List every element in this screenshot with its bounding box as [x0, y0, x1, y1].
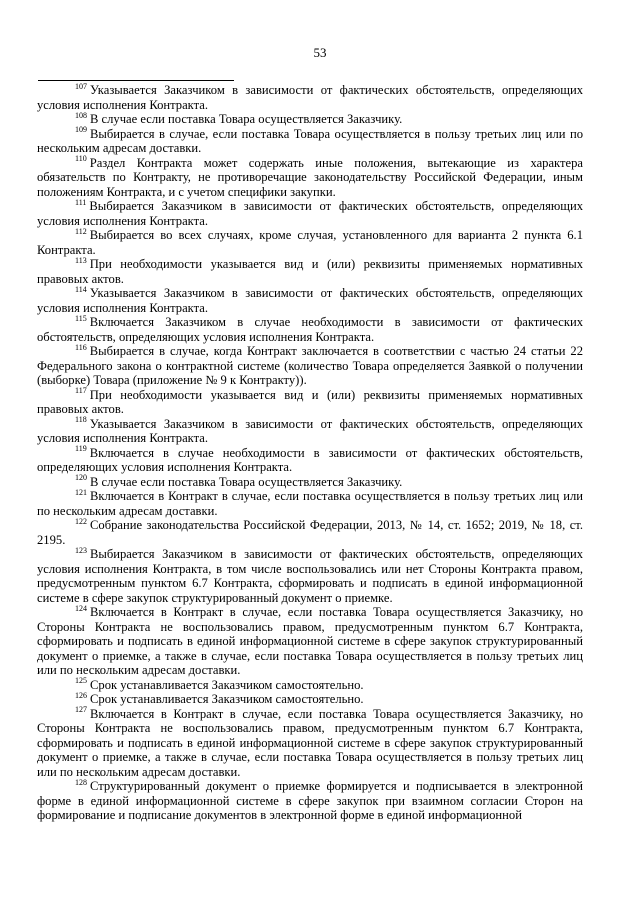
footnote-text: Включается в случае необходимости в зависимости от фактических обстоятельств, определяющих условия исполнения Контракта. — [37, 445, 583, 474]
footnote-number: 126 — [75, 690, 87, 700]
footnote-number: 122 — [75, 516, 87, 526]
footnote — [37, 127, 583, 156]
footnote-number: 119 — [75, 444, 87, 454]
footnote-text: Раздел Контракта может содержать иные положения, вытекающие из характера обязательств по Контракту, не противоречащие законодательству Российской Федерации, иным положениям Контракта, и с учетом специфики закупки. — [37, 155, 583, 199]
footnote-text: Структурированный документ о приемке формируется и подписывается в электронной форме в единой информационной системе в сфере закупок при взаимном согласии Сторон на формирование и подписание документов в электронной форме в единой информационной — [37, 779, 583, 822]
footnote-number: 115 — [75, 313, 87, 323]
footnote — [37, 605, 583, 678]
footnote-text: При необходимости указывается вид и (или) реквизиты применяемых нормативных правовых актов. — [37, 257, 583, 286]
page-number: 53 — [313, 45, 327, 60]
footnote-number: 112 — [75, 226, 87, 236]
footnote-number: 124 — [75, 603, 87, 613]
footnote-number: 110 — [75, 154, 87, 164]
footnote-number: 108 — [75, 110, 87, 120]
footnote-text: Указывается Заказчиком в зависимости от фактических обстоятельств, определяющих условия исполнения Контракта. — [37, 83, 583, 112]
footnote — [37, 446, 583, 475]
footnote-text: Выбирается во всех случаях, кроме случая, установленного для варианта 2 пункта 6.1 Контракта. — [37, 228, 583, 257]
footnote-text: Срок устанавливается Заказчиком самостоятельно. — [90, 692, 364, 706]
footnote — [37, 199, 583, 228]
footnote — [37, 475, 583, 490]
footnote-number: 117 — [75, 386, 87, 396]
footnote-text: Выбирается в случае, если поставка Товара осуществляется в пользу третьих лиц или по нескольким адресам доставки. — [37, 126, 583, 155]
footnote-text: При необходимости указывается вид и (или) реквизиты применяемых нормативных правовых актов. — [37, 387, 583, 416]
footnote-number: 127 — [75, 705, 87, 715]
footnote-text: Срок устанавливается Заказчиком самостоятельно. — [90, 677, 364, 692]
footnote — [37, 518, 583, 547]
footnote-number: 120 — [75, 473, 87, 483]
footnote-text: Включается в Контракт в случае, если поставка Товара осуществляется Заказчику, но Стороны Контракта не воспользовались правом, предусмотренным пунктом 6.7 Контракта, сформировать и подписать в единой информационной системе в сфере закупок структурированный документ о приемке, а также в случае, если поставка Товара осуществляется в пользу третьих лиц или по нескольким адресам доставки. — [37, 605, 583, 677]
footnote-text: Собрание законодательства Российской Федерации, 2013, № 14, ст. 1652; 2019, № 18, ст. 2195. — [37, 518, 583, 547]
footnote — [37, 489, 583, 518]
footnote-number: 118 — [75, 415, 87, 425]
footnote-number: 121 — [75, 487, 87, 497]
footnote-text: Указывается Заказчиком в зависимости от фактических обстоятельств, определяющих условия исполнения Контракта. — [37, 416, 583, 445]
footnote-number: 113 — [75, 255, 87, 265]
footnote-number: 111 — [75, 197, 87, 207]
footnote-text: Указывается Заказчиком в зависимости от фактических обстоятельств, определяющих условия исполнения Контракта. — [37, 286, 583, 315]
footnote-number: 109 — [75, 125, 87, 135]
footnote-number: 114 — [75, 284, 87, 294]
footnote-list — [37, 83, 583, 823]
footnote-text: Включается в Контракт в случае, если поставка Товара осуществляется Заказчику, но Стороны Контракта не воспользовались правом, предусмотренным пунктом 6.7 Контракта, сформировать и подписать в единой информационной системе в сфере закупок структурированный документ о приемке, а также в случае, если поставка Товара осуществляется в пользу третьих лиц или по нескольким адресам доставки. — [37, 706, 583, 779]
footnote — [37, 779, 583, 823]
footnote-text: В случае если поставка Товара осуществляется Заказчику. — [90, 474, 403, 489]
footnote — [37, 707, 583, 780]
footnote — [37, 83, 583, 112]
footnote — [37, 228, 583, 257]
footnote — [37, 257, 583, 286]
footnote — [37, 315, 583, 344]
footnote-number: 107 — [75, 81, 87, 91]
footnote-number: 125 — [75, 676, 87, 686]
footnote — [37, 286, 583, 315]
footnote — [37, 547, 583, 605]
footnote-number: 128 — [75, 777, 87, 787]
footnote-text: В случае если поставка Товара осуществляется Заказчику. — [90, 112, 403, 126]
footnote — [37, 692, 583, 707]
footnote-text: Включается Заказчиком в случае необходимости в зависимости от фактических обстоятельств, определяющих условия исполнения Контракта. — [37, 315, 583, 344]
footnote-text: Включается в Контракт в случае, если поставка осуществляется в пользу третьих лиц или по нескольким адресам доставки. — [37, 489, 583, 518]
footnote — [37, 156, 583, 200]
footnote — [37, 112, 583, 127]
footnote — [37, 388, 583, 417]
footnote — [37, 678, 583, 693]
footnote-number: 116 — [75, 342, 87, 352]
footnote-text: Выбирается в случае, когда Контракт заключается в соответствии с частью 24 статьи 22 Федерального закона о контрактной системе (количество Товара определяется Заявкой о получении (выборке) Товара (приложение № 9 к Контракту)). — [37, 344, 583, 387]
footnote-text: Выбирается Заказчиком в зависимости от фактических обстоятельств, определяющих условия исполнения Контракта. — [37, 199, 583, 228]
footnote — [37, 417, 583, 446]
footnote-text: Выбирается Заказчиком в зависимости от фактических обстоятельств, определяющих условия исполнения Контракта, в том числе воспользовались или нет Стороны Контракта правом, предусмотренным пунктом 6.7 Контракта, сформировать и подписать в единой информационной системе в сфере закупок структурированный документ о приемке. — [37, 547, 583, 605]
footnote — [37, 344, 583, 388]
footnote-separator — [38, 80, 234, 81]
footnote-number: 123 — [75, 545, 87, 555]
